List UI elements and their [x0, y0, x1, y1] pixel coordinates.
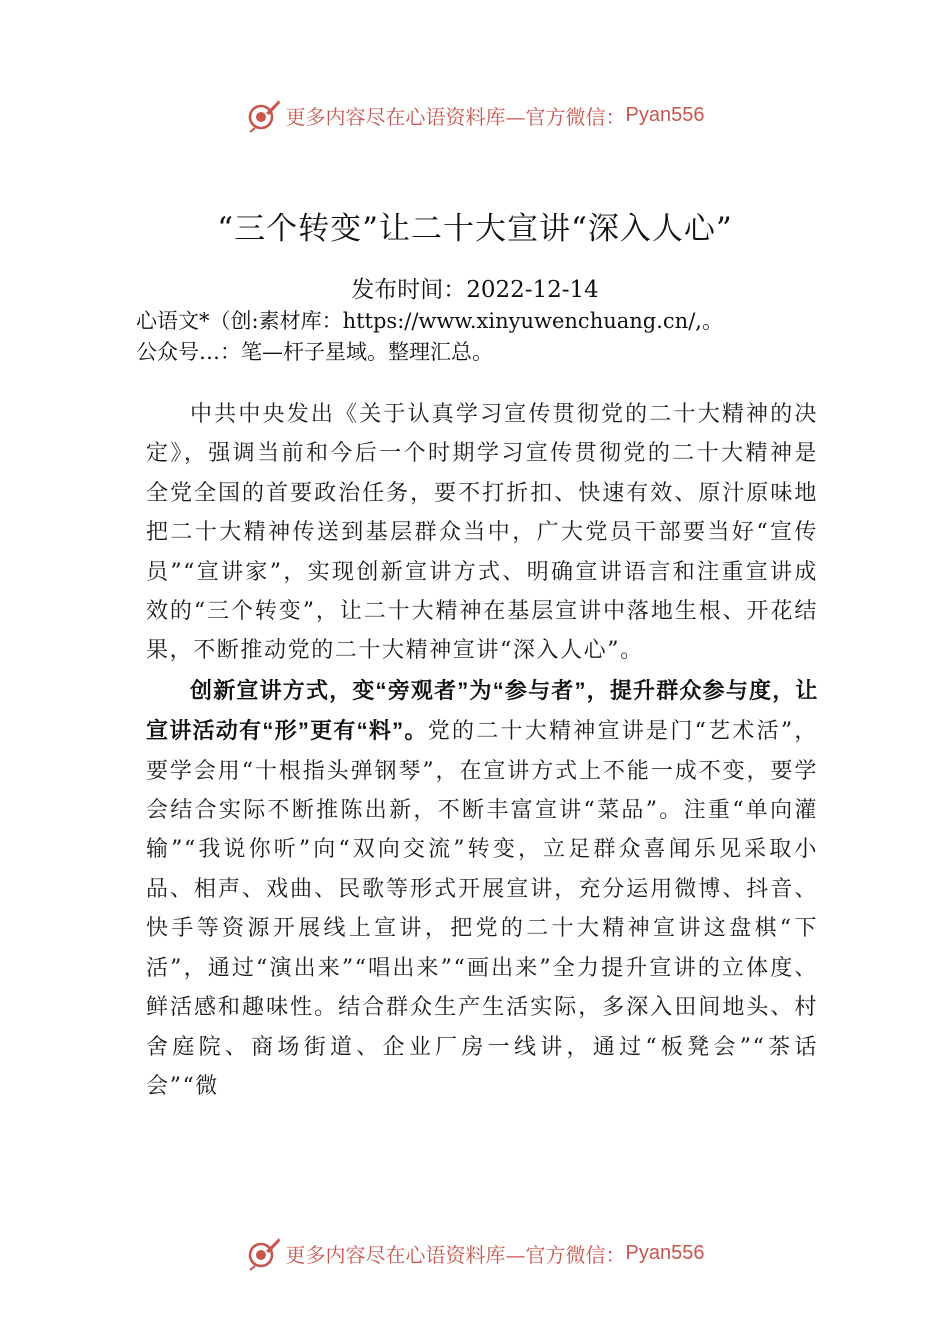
paragraph-2	[146, 671, 818, 1106]
article-title: “三个转变”让二十大宣讲“深入人心”	[217, 211, 733, 247]
publish-date: 发布时间：2022-12-14	[351, 277, 599, 303]
quill-seal-icon	[246, 97, 282, 133]
footer-banner	[0, 1233, 950, 1273]
banner-wechat-id: Pyan556	[625, 103, 705, 126]
banner-text: 更多内容尽在心语资料库—官方微信：	[285, 1242, 626, 1267]
source-line-1: 心语文*（创:素材库：https://www.xinyuwenchuang.cn/,。	[136, 309, 723, 333]
paragraph-2-text: 党的二十大精神宣讲是门“艺术活”，要学会用“十根指头弹钢琴”，在宣讲方式上不能一成不变，要学会结合实际不断推陈出新，不断丰富宣讲“菜品”。注重“单向灌输”“我说你听”向“双向交流”转变，立足群众喜闻乐见采取小品、相声、戏曲、民歌等形式开展宣讲，充分运用微博、抖音、快手等资源开展线上宣讲，把党的二十大精神宣讲这盘棋“下活”，通过“演出来”“唱出来”“画出来”全力提升宣讲的立体度、鲜活感和趣味性。结合群众生产生活实际，多深入田间地头、村舍庭院、商场街道、企业厂房一线讲，通过“板凳会”“茶话会”“微	[146, 719, 818, 1099]
source-line-2: 公众号…：笔—杆子星域。整理汇总。	[136, 340, 493, 364]
header-banner	[0, 95, 950, 135]
paragraph-1: 中共中央发出《关于认真学习宣传贯彻党的二十大精神的决定》，强调当前和今后一个时期学习宣传贯彻党的二十大精神是全党全国的首要政治任务，要不打折扣、快速有效、原汁原味地把二十大精神传送到基层群众当中，广大党员干部要当好“宣传员”“宣讲家”，实现创新宣讲方式、明确宣讲语言和注重宣讲成效的“三个转变”，让二十大精神在基层宣讲中落地生根、开花结果，不断推动党的二十大精神宣讲“深入人心”。	[146, 402, 818, 664]
quill-seal-icon	[246, 1235, 282, 1271]
article-body	[146, 395, 818, 1106]
paragraph-2-lead: 创新宣讲方式，变“旁观者”为“参与者”，提升群众参与度，让宣讲活动有“形”更有“料”。	[146, 677, 818, 744]
banner-wechat-id: Pyan556	[625, 1241, 705, 1264]
banner-text: 更多内容尽在心语资料库—官方微信：	[285, 104, 626, 129]
